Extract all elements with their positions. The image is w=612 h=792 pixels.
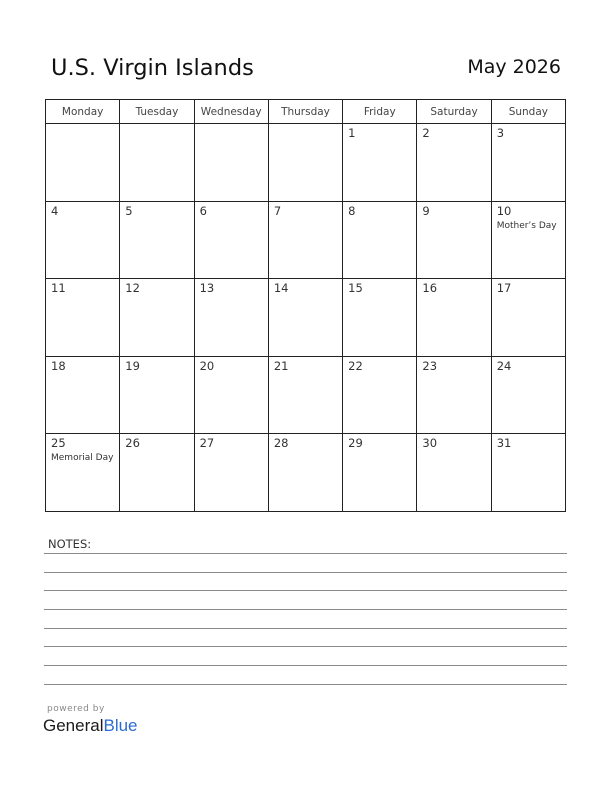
day-number: 23 — [422, 358, 438, 373]
powered-by-text: powered by — [47, 704, 105, 714]
day-number: 11 — [51, 281, 66, 296]
day-cell — [491, 124, 565, 202]
notes-line — [44, 646, 567, 647]
notes-label: NOTES: — [48, 537, 92, 551]
day-cell — [417, 201, 491, 279]
day-number: 5 — [125, 203, 133, 218]
weekday-header-thursday: Thursday — [268, 100, 342, 124]
day-cell — [417, 279, 491, 357]
notes-line — [44, 609, 567, 610]
day-number: 7 — [273, 203, 282, 218]
day-cell — [491, 434, 565, 512]
day-cell — [343, 279, 417, 357]
day-cell — [268, 124, 342, 202]
day-number: 27 — [199, 436, 215, 451]
day-cell — [194, 356, 268, 434]
day-cell — [343, 124, 417, 202]
week-row — [46, 279, 566, 357]
day-number: 25 — [51, 436, 66, 451]
day-number: 6 — [199, 203, 207, 218]
day-number: 28 — [273, 436, 289, 451]
weekday-header-row — [46, 100, 566, 124]
day-number: 21 — [273, 358, 289, 373]
day-cell — [194, 279, 268, 357]
day-number: 30 — [422, 436, 438, 451]
calendar-title: U.S. Virgin Islands — [51, 55, 254, 81]
weekday-header-friday: Friday — [343, 100, 417, 124]
day-cell — [46, 279, 120, 357]
day-number — [120, 124, 193, 127]
generalblue-logo[interactable] — [43, 716, 138, 736]
day-cell — [343, 201, 417, 279]
day-number: 29 — [348, 436, 363, 451]
day-cell — [491, 201, 565, 279]
day-number: 24 — [496, 358, 512, 373]
weekday-header-saturday: Saturday — [417, 100, 491, 124]
notes-line — [44, 553, 567, 554]
day-cell — [120, 124, 194, 202]
brand-name-general: General — [43, 716, 104, 735]
day-cell — [120, 279, 194, 357]
day-number: 14 — [273, 281, 289, 296]
week-row — [46, 201, 566, 279]
day-cell — [417, 356, 491, 434]
day-number: 9 — [422, 203, 430, 218]
day-cell — [194, 201, 268, 279]
notes-line — [44, 572, 567, 573]
day-cell — [417, 124, 491, 202]
day-number: 8 — [348, 203, 356, 218]
week-row — [46, 356, 566, 434]
day-cell — [343, 434, 417, 512]
day-number: 4 — [51, 203, 59, 218]
weekday-header-sunday: Sunday — [491, 100, 565, 124]
day-number: 17 — [496, 281, 512, 296]
day-number: 13 — [199, 281, 215, 296]
day-cell — [46, 356, 120, 434]
day-number: 16 — [422, 281, 438, 296]
weekday-header-wednesday: Wednesday — [194, 100, 268, 124]
day-number: 19 — [125, 358, 140, 373]
day-cell — [268, 434, 342, 512]
day-cell — [417, 434, 491, 512]
day-cell — [120, 434, 194, 512]
day-cell — [491, 279, 565, 357]
day-number: 18 — [51, 358, 66, 373]
week-row — [46, 434, 566, 512]
brand-name-blue: Blue — [103, 716, 138, 735]
day-cell — [194, 124, 268, 202]
day-number: 26 — [125, 436, 140, 451]
day-cell — [46, 434, 120, 512]
day-number: 1 — [348, 126, 356, 140]
weekday-header-tuesday: Tuesday — [120, 100, 194, 124]
day-cell — [46, 201, 120, 279]
day-number: 3 — [496, 126, 505, 140]
day-cell — [194, 434, 268, 512]
day-number: 2 — [422, 126, 430, 140]
holiday-label-mothers-day: Mother’s Day — [496, 220, 557, 231]
day-cell — [120, 356, 194, 434]
day-cell — [268, 201, 342, 279]
notes-line — [44, 684, 567, 685]
day-number: 15 — [348, 281, 363, 296]
month-year-label: May 2026 — [467, 56, 561, 78]
day-cell — [268, 356, 342, 434]
notes-line — [44, 590, 567, 591]
day-cell — [120, 201, 194, 279]
notes-line — [44, 665, 567, 666]
day-number: 12 — [125, 281, 140, 296]
day-cell — [491, 356, 565, 434]
calendar-grid — [45, 99, 566, 512]
day-number: 31 — [496, 436, 512, 451]
day-cell — [46, 124, 120, 202]
week-row — [46, 124, 566, 202]
day-number: 10 — [496, 203, 512, 218]
day-number — [195, 124, 268, 127]
day-number: 22 — [348, 358, 363, 373]
day-number — [46, 124, 119, 127]
holiday-label-memorial-day: Memorial Day — [51, 453, 114, 464]
day-number — [269, 124, 342, 127]
weekday-header-monday: Monday — [46, 100, 120, 124]
day-cell — [268, 279, 342, 357]
notes-line — [44, 628, 567, 629]
day-number: 20 — [199, 358, 215, 373]
day-cell — [343, 356, 417, 434]
